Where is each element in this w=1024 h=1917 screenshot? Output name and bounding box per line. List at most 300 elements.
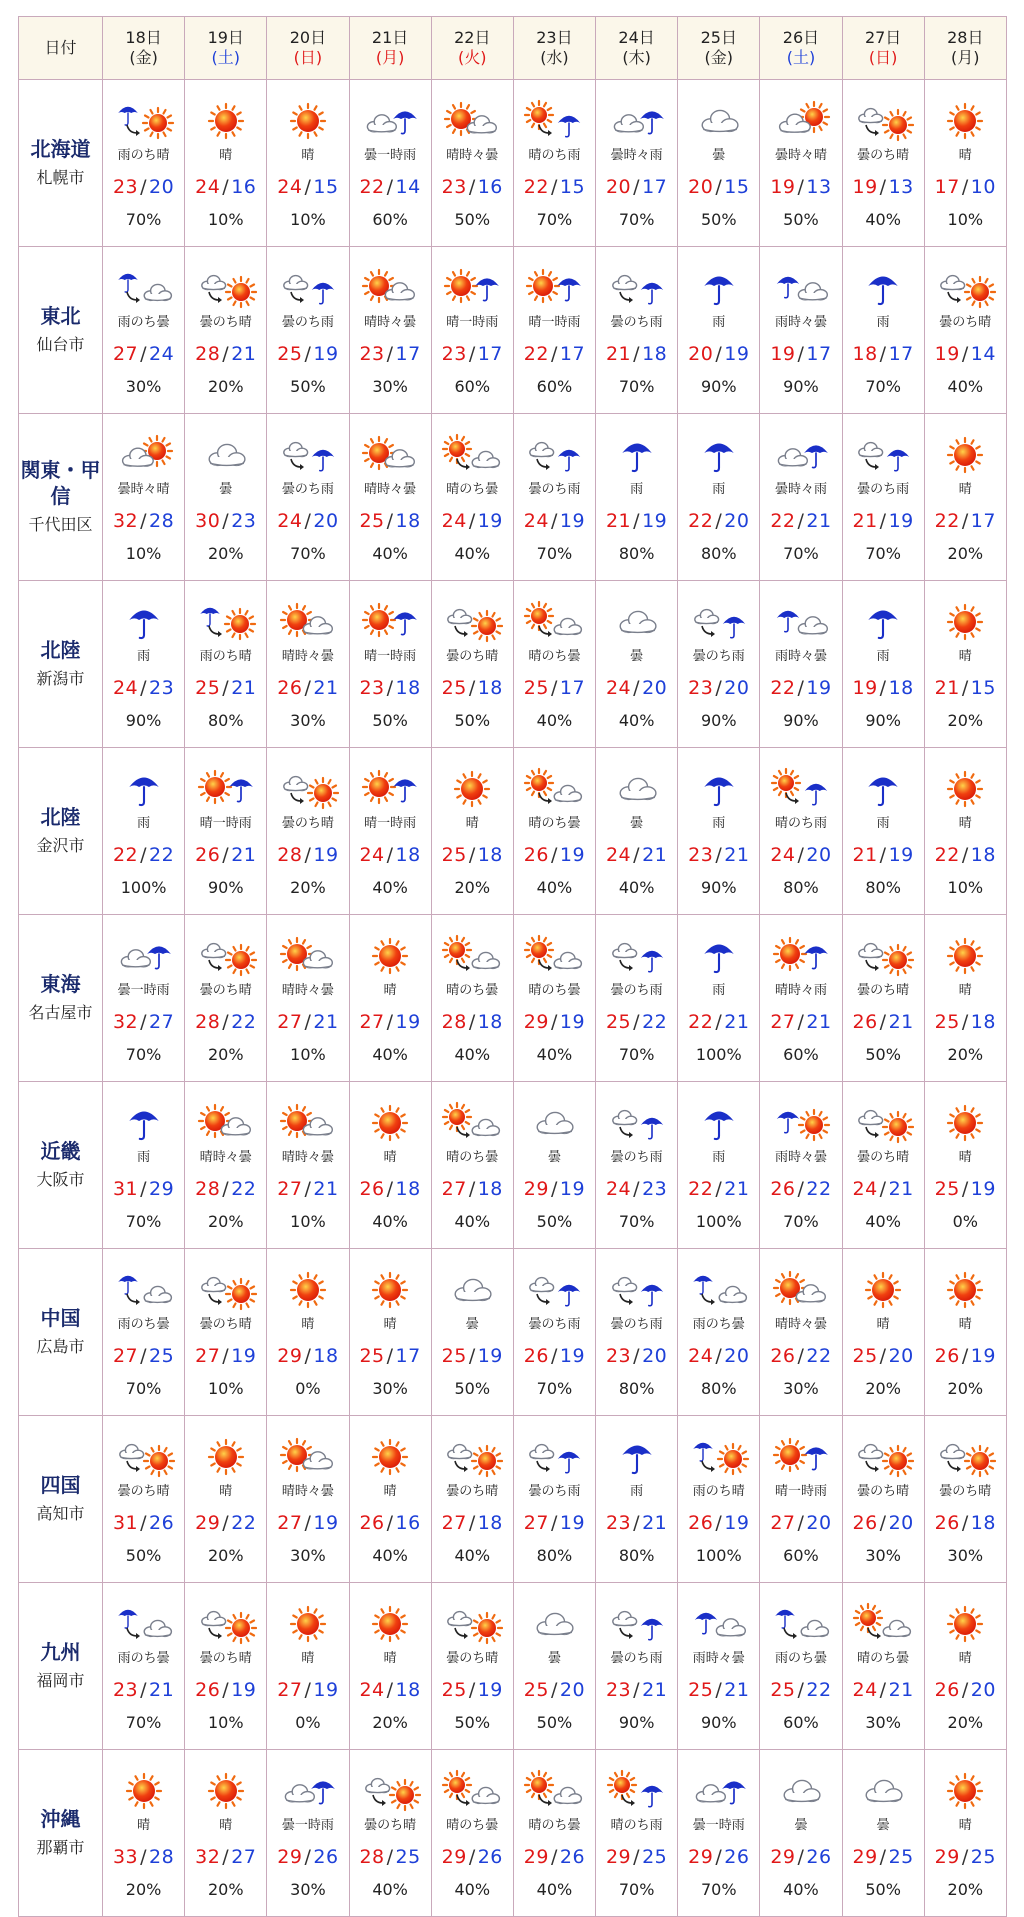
sun-then-cloud-icon: [432, 1101, 513, 1145]
weather-desc: 雨: [876, 816, 890, 831]
weather-desc: 晴: [219, 148, 233, 163]
precip-probability: 100%: [120, 878, 167, 897]
temperature: [267, 1678, 348, 1702]
forecast-cell: [924, 1249, 1006, 1416]
weather-desc: 晴: [383, 1150, 397, 1165]
temp-low: 23: [231, 510, 257, 532]
cloud-then-sun-icon: [103, 1435, 184, 1479]
temp-separator: /: [550, 677, 558, 699]
temperature: [432, 175, 513, 199]
precip-probability: 60%: [372, 210, 408, 229]
temp-separator: /: [550, 1011, 558, 1033]
temp-low: 26: [806, 1846, 832, 1868]
precip-probability: 90%: [701, 711, 737, 730]
weather-desc: 曇一時雨: [364, 148, 417, 163]
temp-low: 16: [477, 176, 503, 198]
temp-low: 19: [477, 1345, 503, 1367]
precip-probability: 70%: [618, 377, 655, 396]
sun-icon: [350, 1602, 431, 1646]
temp-low: 15: [559, 176, 586, 198]
temperature: [760, 509, 841, 533]
precip-probability: 20%: [372, 1713, 408, 1732]
temp-low: 18: [395, 1178, 421, 1200]
forecast-cell: [760, 915, 842, 1082]
forecast-cell: [431, 1082, 513, 1249]
temperature: [596, 1511, 677, 1535]
forecast-cell: [103, 1416, 185, 1583]
weather-desc: 曇: [876, 1818, 890, 1833]
temp-separator: /: [715, 343, 723, 365]
temp-separator: /: [715, 1345, 723, 1367]
temp-high: 25: [277, 343, 303, 365]
weather-desc: 曇: [465, 1317, 479, 1332]
precip-probability: 50%: [536, 1713, 573, 1732]
region-city: 福岡市: [36, 1671, 85, 1690]
weather-desc: 晴時々曇: [774, 1317, 827, 1332]
temperature: [843, 676, 924, 700]
weather-desc: 雨: [630, 1484, 644, 1499]
forecast-cell: [760, 1750, 842, 1917]
weather-desc: 曇のち晴: [857, 1150, 910, 1165]
forecast-cell: [760, 80, 842, 247]
temperature: [514, 1344, 595, 1368]
precip-probability: 50%: [701, 210, 737, 229]
forecast-cell: [596, 915, 678, 1082]
forecast-cell: [842, 414, 924, 581]
temp-high: 24: [277, 510, 303, 532]
temp-high: 26: [359, 1512, 385, 1534]
sun-then-cloud-icon: [432, 934, 513, 978]
temperature: [760, 676, 841, 700]
forecast-cell: [185, 1750, 267, 1917]
temp-separator: /: [633, 1512, 641, 1534]
region-label: [19, 1750, 103, 1917]
temp-low: 18: [477, 1178, 503, 1200]
forecast-cell: [924, 581, 1006, 748]
rain-icon: [103, 767, 184, 811]
region-row: [19, 581, 1007, 748]
weather-desc: 雨のち曇: [117, 315, 170, 330]
temp-high: 25: [441, 1345, 467, 1367]
temp-low: 17: [970, 510, 996, 532]
temp-high: 19: [852, 176, 878, 198]
temp-separator: /: [304, 1512, 312, 1534]
sun-icon: [925, 767, 1006, 811]
weather-desc: 晴時々曇: [446, 148, 499, 163]
temperature: [678, 843, 759, 867]
temp-separator: /: [961, 1345, 969, 1367]
forecast-cell: [431, 1750, 513, 1917]
temp-separator: /: [633, 1178, 641, 1200]
forecast-cell: [760, 1082, 842, 1249]
temp-high: 24: [605, 844, 632, 866]
weather-desc: 晴: [958, 1651, 972, 1666]
temp-high: 29: [688, 1846, 714, 1868]
forecast-cell: [596, 1583, 678, 1750]
temp-low: 18: [477, 677, 503, 699]
temp-high: 21: [605, 343, 632, 365]
temperature: [678, 1344, 759, 1368]
temp-separator: /: [797, 1178, 805, 1200]
precip-probability: 40%: [372, 1546, 408, 1565]
forecast-cell: [513, 1416, 595, 1583]
precip-probability: 90%: [207, 878, 244, 897]
precip-probability: 70%: [618, 1045, 655, 1064]
temp-low: 18: [395, 677, 421, 699]
rain-then-sun-icon: [103, 99, 184, 143]
temperature: [103, 1344, 184, 1368]
temp-high: 29: [523, 1178, 549, 1200]
temp-low: 18: [477, 1512, 503, 1534]
region-label: [19, 581, 103, 748]
temperature: [432, 676, 513, 700]
weather-desc: 曇のち雨: [692, 649, 745, 664]
temp-high: 32: [195, 1846, 221, 1868]
forecast-cell: [349, 1249, 431, 1416]
precip-probability: 100%: [695, 1045, 742, 1064]
temperature: [514, 1845, 595, 1869]
forecast-cell: [924, 1750, 1006, 1917]
temperature: [267, 1344, 348, 1368]
temperature: [925, 676, 1006, 700]
temperature: [103, 1845, 184, 1869]
precip-probability: 40%: [454, 1045, 491, 1064]
temp-high: 27: [441, 1178, 467, 1200]
temp-high: 27: [277, 1011, 303, 1033]
temp-separator: /: [468, 1178, 476, 1200]
region-label: [19, 1082, 103, 1249]
forecast-cell: [185, 414, 267, 581]
sun-rain-icon: [760, 934, 841, 978]
region-city: 名古屋市: [28, 1003, 93, 1022]
temperature: [185, 509, 266, 533]
day-header: [513, 17, 595, 80]
temp-low: 21: [888, 1011, 914, 1033]
precip-probability: 90%: [783, 377, 819, 396]
temperature: [185, 1678, 266, 1702]
forecast-cell: [349, 1583, 431, 1750]
rain-icon: [103, 1101, 184, 1145]
region-row: [19, 247, 1007, 414]
weather-desc: 晴のち雨: [774, 816, 827, 831]
temperature: [678, 342, 759, 366]
forecast-cell: [924, 247, 1006, 414]
temp-separator: /: [961, 1512, 969, 1534]
temp-low: 19: [806, 677, 832, 699]
temp-high: 23: [688, 677, 714, 699]
cloud-then-rain-icon: [678, 600, 759, 644]
temp-high: 30: [195, 510, 221, 532]
region-row: [19, 80, 1007, 247]
precip-probability: 20%: [207, 377, 244, 396]
temp-high: 23: [359, 677, 385, 699]
region-row: [19, 915, 1007, 1082]
temp-low: 23: [149, 677, 175, 699]
region-city: 広島市: [36, 1337, 85, 1356]
temp-separator: /: [961, 1178, 969, 1200]
cloud-then-rain-icon: [596, 934, 677, 978]
temp-separator: /: [961, 1011, 969, 1033]
temp-high: 29: [770, 1846, 796, 1868]
temp-low: 21: [806, 510, 832, 532]
weather-desc: 晴のち曇: [446, 1818, 499, 1833]
corner-label: 日付: [19, 17, 103, 80]
temp-high: 25: [523, 1679, 549, 1701]
temp-high: 27: [277, 1178, 303, 1200]
temp-separator: /: [386, 1512, 394, 1534]
precip-probability: 70%: [125, 1713, 162, 1732]
forecast-cell: [267, 1583, 349, 1750]
temperature: [843, 1845, 924, 1869]
weather-desc: 晴: [958, 816, 972, 831]
sun-icon: [185, 1435, 266, 1479]
temp-high: 26: [523, 1345, 549, 1367]
temp-low: 22: [149, 844, 175, 866]
cloud-then-rain-icon: [514, 1435, 595, 1479]
temp-separator: /: [797, 1345, 805, 1367]
precip-probability: 80%: [618, 1546, 655, 1565]
region-city: 大阪市: [36, 1170, 85, 1189]
temperature: [760, 175, 841, 199]
precip-probability: 50%: [865, 1045, 901, 1064]
temp-separator: /: [468, 677, 476, 699]
temperature: [514, 1177, 595, 1201]
precip-probability: 40%: [618, 711, 655, 730]
temperature: [185, 1177, 266, 1201]
forecast-cell: [349, 1082, 431, 1249]
precip-probability: 40%: [536, 711, 573, 730]
precip-probability: 10%: [125, 544, 162, 563]
temp-separator: /: [386, 343, 394, 365]
temperature: [267, 676, 348, 700]
forecast-cell: [596, 748, 678, 915]
cloud-then-sun-icon: [432, 1435, 513, 1479]
temp-low: 26: [149, 1512, 175, 1534]
temp-separator: /: [633, 1846, 641, 1868]
forecast-cell: [431, 414, 513, 581]
temperature: [925, 1845, 1006, 1869]
temp-high: 29: [523, 1846, 549, 1868]
temp-high: 24: [852, 1679, 878, 1701]
temp-low: 14: [395, 176, 421, 198]
temp-separator: /: [222, 1178, 230, 1200]
weather-desc: 雨: [137, 1150, 151, 1165]
temp-low: 21: [231, 844, 257, 866]
sun-icon: [350, 1435, 431, 1479]
region-name: 北海道: [30, 137, 91, 161]
temp-separator: /: [550, 1679, 558, 1701]
temperature: [843, 1344, 924, 1368]
temp-high: 22: [934, 510, 960, 532]
temp-high: 31: [112, 1178, 139, 1200]
temp-low: 20: [724, 1345, 750, 1367]
temp-low: 20: [806, 1512, 832, 1534]
region-name: 九州: [40, 1640, 81, 1664]
forecast-cell: [842, 748, 924, 915]
temp-low: 23: [642, 1178, 668, 1200]
temperature: [350, 676, 431, 700]
temperature: [925, 1177, 1006, 1201]
weather-desc: 晴のち曇: [857, 1651, 910, 1666]
precip-probability: 40%: [536, 1045, 573, 1064]
temp-separator: /: [633, 677, 641, 699]
temp-low: 18: [395, 1679, 421, 1701]
temperature: [103, 175, 184, 199]
forecast-cell: [103, 414, 185, 581]
temperature: [678, 1511, 759, 1535]
cloud-icon: [760, 1769, 841, 1813]
temp-high: 22: [770, 677, 796, 699]
weather-desc: 晴時々曇: [364, 482, 417, 497]
temp-low: 19: [559, 1178, 586, 1200]
temp-separator: /: [550, 343, 558, 365]
weather-desc: 晴: [383, 1317, 397, 1332]
weather-desc: 雨時々曇: [774, 1150, 827, 1165]
forecast-cell: [596, 581, 678, 748]
temp-high: 27: [277, 1679, 303, 1701]
temp-high: 23: [605, 1345, 632, 1367]
weather-desc: 晴のち曇: [528, 983, 581, 998]
cloud-then-rain-icon: [514, 1268, 595, 1312]
precip-probability: 20%: [125, 1880, 162, 1899]
weather-desc: 晴一時雨: [364, 816, 417, 831]
temp-separator: /: [550, 510, 558, 532]
temp-high: 22: [523, 176, 549, 198]
sun-rain-icon: [432, 266, 513, 310]
forecast-cell: [842, 1249, 924, 1416]
temp-separator: /: [797, 844, 805, 866]
temp-separator: /: [879, 1345, 887, 1367]
weather-desc: 曇のち晴: [364, 1818, 417, 1833]
weather-desc: 晴のち曇: [446, 482, 499, 497]
sun-icon: [925, 934, 1006, 978]
sun-then-rain-icon: [760, 767, 841, 811]
temp-low: 21: [724, 844, 750, 866]
temp-high: 23: [605, 1679, 632, 1701]
temperature: [432, 1678, 513, 1702]
temp-low: 16: [395, 1512, 421, 1534]
temp-separator: /: [222, 844, 230, 866]
region-name: 沖縄: [40, 1807, 81, 1831]
weather-desc: 雨: [137, 816, 151, 831]
temp-high: 32: [112, 1011, 139, 1033]
temp-high: 19: [934, 343, 960, 365]
weather-desc: 雨: [876, 315, 890, 330]
region-label: [19, 1249, 103, 1416]
weather-desc: 晴: [301, 148, 315, 163]
weather-desc: 曇のち雨: [610, 315, 663, 330]
temperature: [185, 175, 266, 199]
forecast-cell: [513, 1249, 595, 1416]
temp-separator: /: [961, 176, 969, 198]
temp-separator: /: [550, 1178, 558, 1200]
precip-probability: 10%: [290, 1045, 326, 1064]
cloud-then-rain-icon: [267, 266, 348, 310]
weather-desc: 晴一時雨: [774, 1484, 827, 1499]
temp-separator: /: [468, 1512, 476, 1534]
sun-icon: [843, 1268, 924, 1312]
temperature: [596, 676, 677, 700]
temp-separator: /: [715, 176, 723, 198]
region-name: 四国: [40, 1473, 81, 1497]
temp-low: 17: [559, 343, 586, 365]
temp-high: 25: [852, 1345, 878, 1367]
cloud-rain-icon: [103, 934, 184, 978]
temp-low: 27: [149, 1011, 175, 1033]
sun-icon: [925, 600, 1006, 644]
cloud-icon: [596, 767, 677, 811]
precip-probability: 80%: [618, 1379, 655, 1398]
temperature: [760, 1511, 841, 1535]
temp-high: 28: [195, 343, 221, 365]
forecast-cell: [431, 748, 513, 915]
temp-low: 19: [313, 1512, 339, 1534]
weather-desc: 雨: [137, 649, 151, 664]
cloud-then-sun-icon: [350, 1769, 431, 1813]
forecast-cell: [842, 1750, 924, 1917]
forecast-cell: [760, 748, 842, 915]
temp-separator: /: [797, 1011, 805, 1033]
weather-desc: 曇のち雨: [610, 1317, 663, 1332]
precip-probability: 10%: [207, 1379, 244, 1398]
region-city: 金沢市: [36, 836, 85, 855]
precip-probability: 70%: [125, 1045, 162, 1064]
temp-separator: /: [386, 1679, 394, 1701]
weather-desc: 曇: [630, 649, 644, 664]
temperature: [596, 843, 677, 867]
forecast-cell: [678, 414, 760, 581]
temp-high: 29: [195, 1512, 221, 1534]
temp-high: 26: [852, 1512, 878, 1534]
cloud-then-rain-icon: [267, 433, 348, 477]
temp-low: 19: [970, 1178, 996, 1200]
temp-separator: /: [715, 1512, 723, 1534]
temp-separator: /: [468, 1846, 476, 1868]
day-date: 20日: [289, 28, 327, 47]
temp-separator: /: [715, 677, 723, 699]
precip-probability: 40%: [454, 1546, 491, 1565]
temp-low: 19: [642, 510, 668, 532]
forecast-cell: [842, 581, 924, 748]
weather-desc: 曇一時雨: [692, 1818, 745, 1833]
temp-low: 14: [970, 343, 996, 365]
day-weekday: (月): [375, 48, 405, 67]
temp-high: 18: [852, 343, 878, 365]
weather-desc: 曇時々雨: [610, 148, 663, 163]
temperature: [432, 843, 513, 867]
temperature: [185, 676, 266, 700]
forecast-cell: [842, 1583, 924, 1750]
temp-separator: /: [468, 176, 476, 198]
weekly-forecast-table: [18, 16, 1007, 1917]
temp-high: 27: [770, 1011, 796, 1033]
forecast-cell: [513, 1082, 595, 1249]
region-label: [19, 414, 103, 581]
temp-high: 29: [441, 1846, 467, 1868]
temp-separator: /: [797, 677, 805, 699]
sun-icon: [350, 1268, 431, 1312]
temperature: [596, 342, 677, 366]
precip-probability: 40%: [454, 1880, 491, 1899]
temperature: [267, 175, 348, 199]
forecast-cell: [103, 1249, 185, 1416]
sun-icon: [925, 99, 1006, 143]
forecast-cell: [513, 80, 595, 247]
forecast-cell: [924, 1583, 1006, 1750]
forecast-cell: [185, 1249, 267, 1416]
temp-low: 22: [231, 1178, 257, 1200]
weather-desc: 曇: [794, 1818, 808, 1833]
